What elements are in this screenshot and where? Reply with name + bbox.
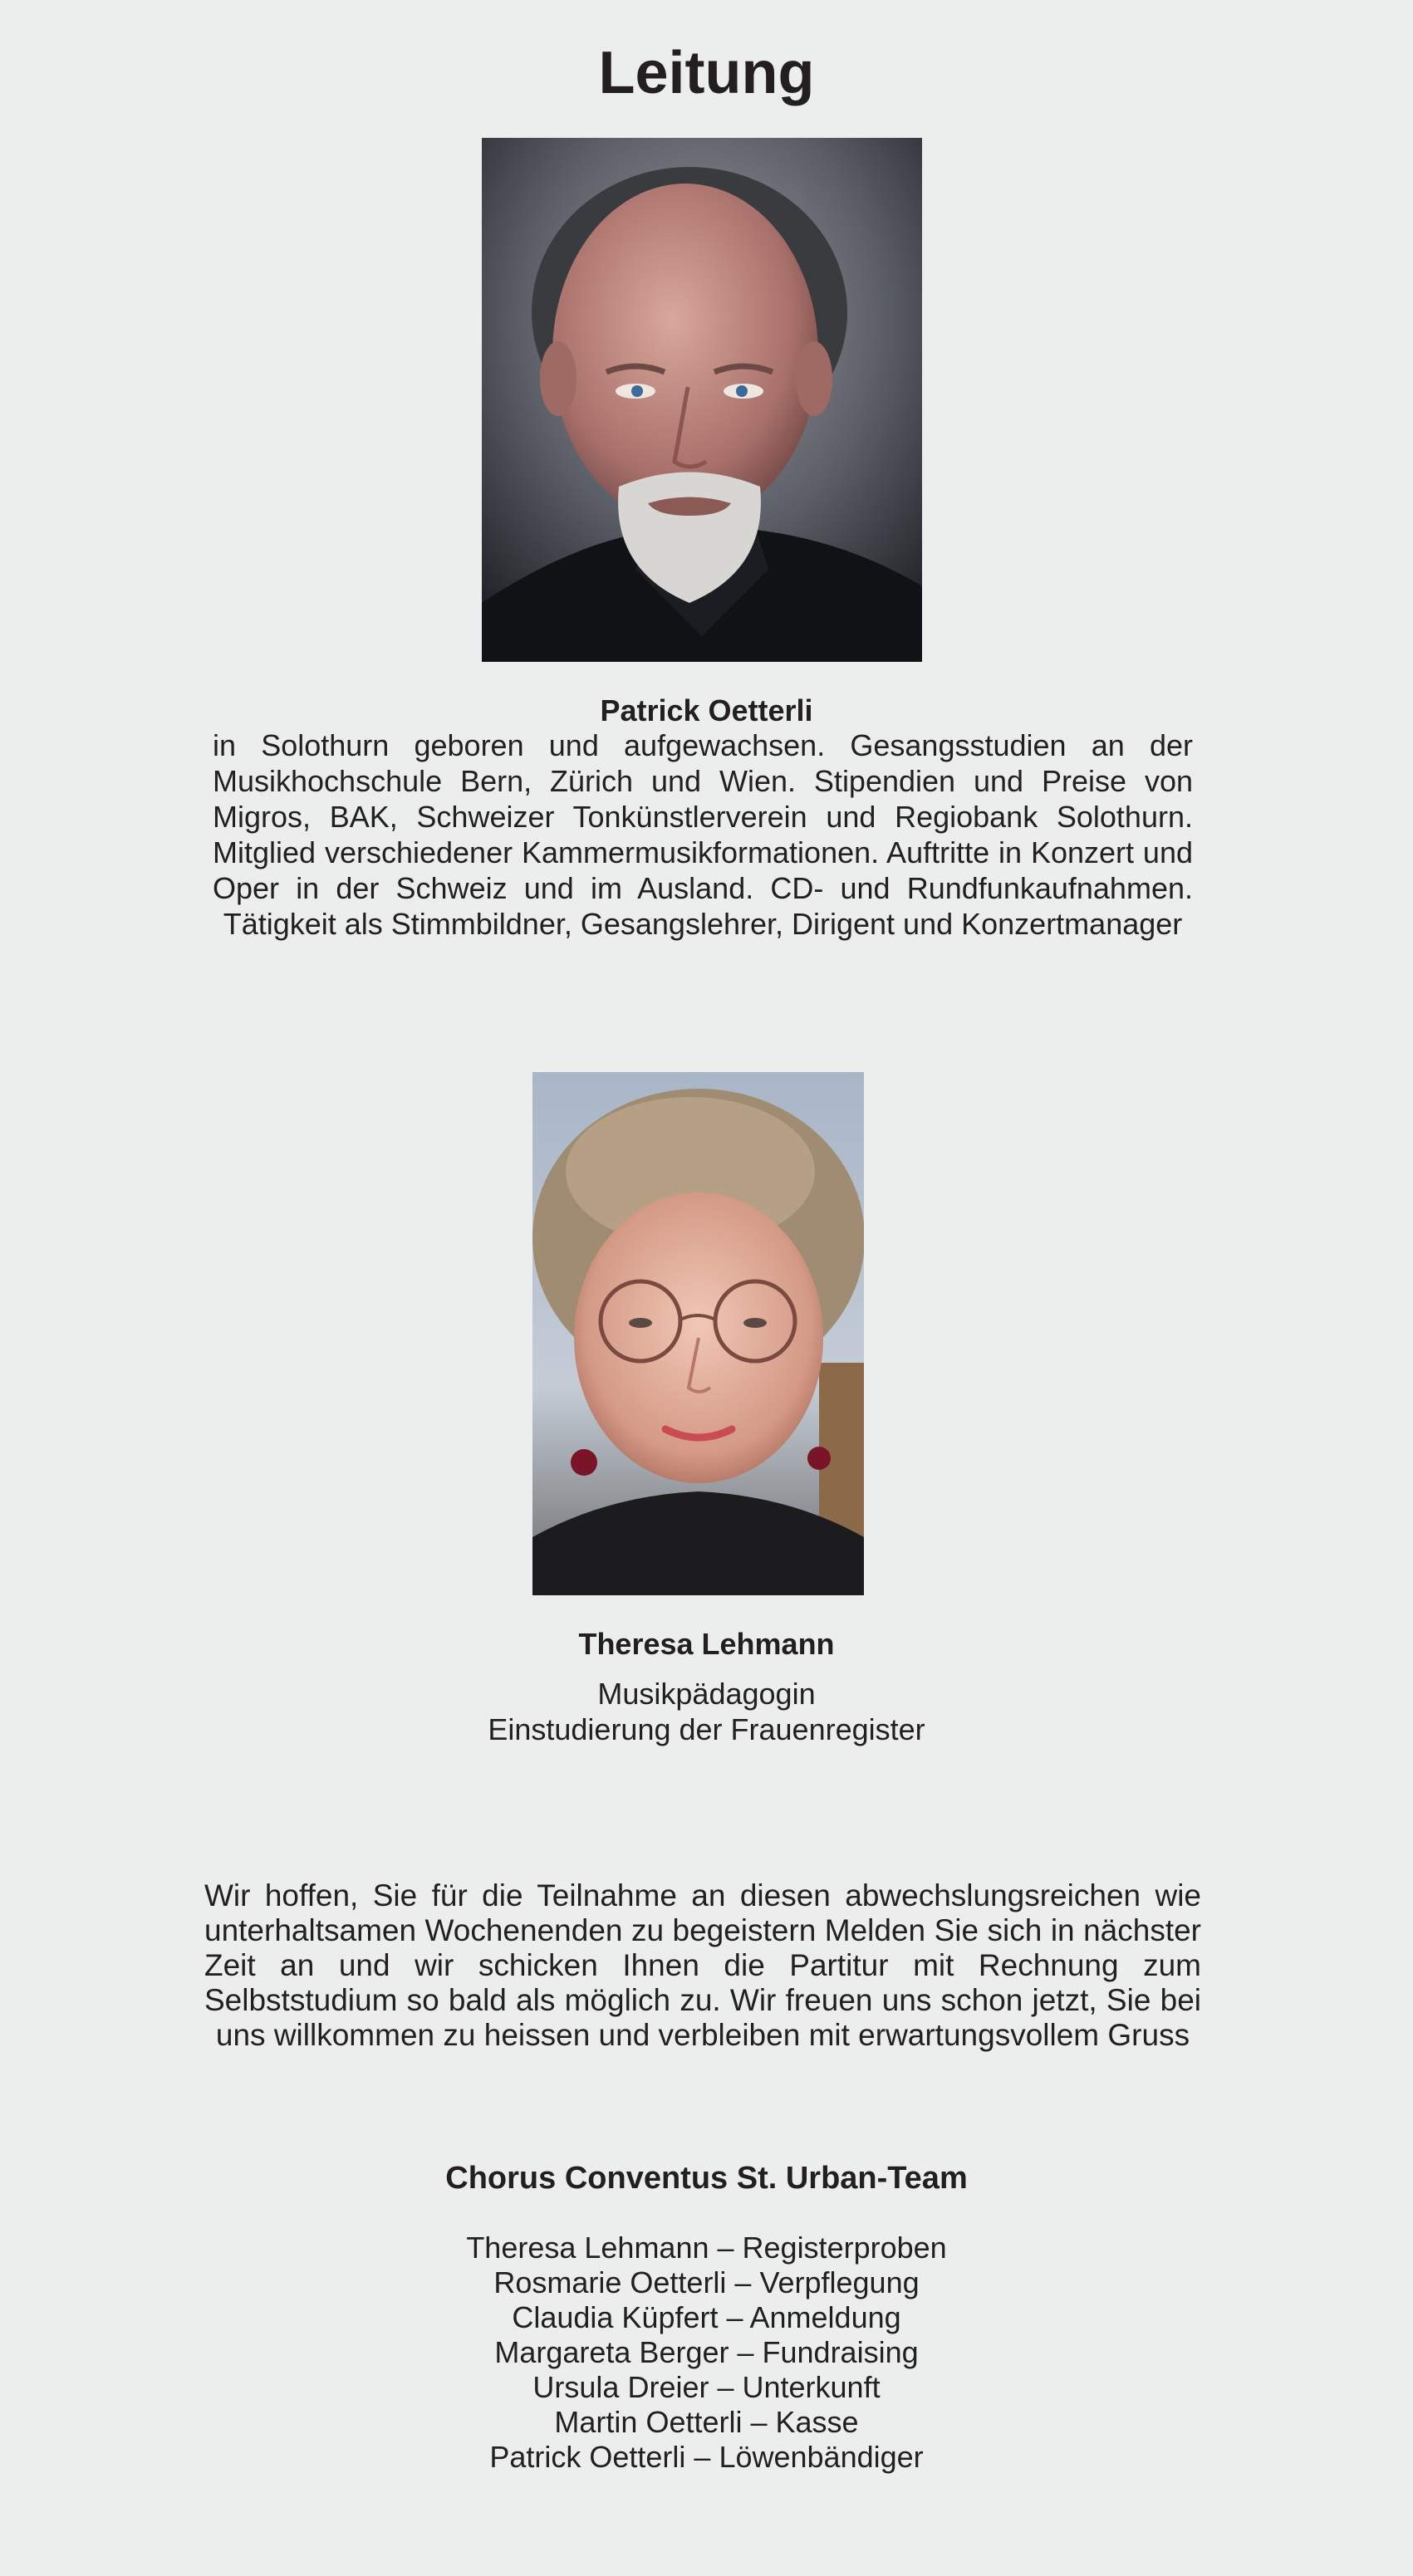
person-roles [0,1676,1413,1747]
team-title: Chorus Conventus St. Urban-Team [445,2161,968,2196]
person-name: Theresa Lehmann [578,1627,835,1661]
portrait-photo-theresa-lehmann [532,1072,864,1595]
team-list [0,2231,1413,2475]
page-title: Leitung [598,40,815,106]
person-role: Musikpädagogin [597,1677,816,1711]
list-item: Martin Oetterli – Kasse [554,2405,859,2439]
person-role: Einstudierung der Frauenregister [488,1712,925,1746]
list-item: Rosmarie Oetterli – Verpflegung [493,2265,920,2299]
list-item: Ursula Dreier – Unterkunft [532,2370,881,2404]
list-item: Patrick Oetterli – Löwenbändiger [489,2440,924,2474]
portrait-photo-patrick-oetterli [482,138,922,662]
list-item: Theresa Lehmann – Registerproben [466,2231,947,2265]
list-item: Margareta Berger – Fundraising [494,2335,919,2369]
person-bio: in Solothurn geboren und aufgewachsen. Gesangsstudien an der Musikhochschule Bern, Zürich und Wien. Stipendien und Preise von Migros, BAK, Schweizer Tonkünstlerverein und Regiobank Solothurn. Mitglied verschiedener Kammermusikformationen. Auftritte in Konzert und Oper in der Schweiz und im Ausland. CD- und Rundfunkaufnahmen. Tätigkeit als Stimmbildner, Gesangslehrer, Dirigent und Konzertmanager [213,728,1193,941]
person-name: Patrick Oetterli [600,693,813,727]
list-item: Claudia Küpfert – Anmeldung [512,2300,901,2334]
invitation-paragraph: Wir hoffen, Sie für die Teilnahme an diesen abwechslungsreichen wie unterhaltsamen Wochenenden zu begeistern Melden Sie sich in nächster Zeit an und wir schicken Ihnen die Partitur mit Rechnung zum Selbststudium so bald als möglich zu. Wir freuen uns schon jetzt, Sie bei uns willkommen zu heissen und verbleiben mit erwartungsvollem Gruss [204,1878,1201,2052]
